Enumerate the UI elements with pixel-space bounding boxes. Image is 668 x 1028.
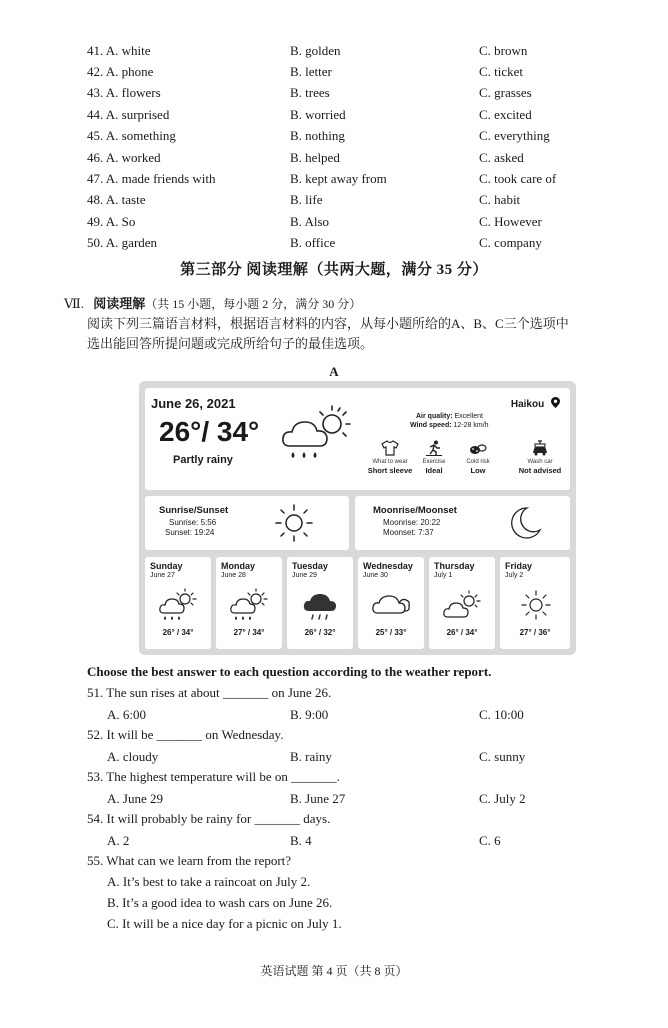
option-a[interactable]: 41. A. white [87,43,151,58]
option-c[interactable]: C. took care of [479,171,557,186]
part-three-title: 第三部分 阅读理解（共两大题，满分 35 分） [180,262,488,278]
option-row [0,189,668,210]
sunny-icon [519,588,553,622]
forecast-day-friday [500,557,570,649]
moon-title: Moonrise/Moonset [373,505,457,516]
option-row [0,232,668,253]
question-54-options [0,830,668,851]
wind-speed-value: 12-28 km/h [453,422,489,429]
option-b[interactable]: B. June 27 [290,791,346,806]
option-a[interactable]: 47. A. made friends with [87,171,216,186]
question-51-options [0,704,668,725]
option-b[interactable]: B. Also [290,214,330,229]
index-label: Wash car [527,459,553,465]
option-b[interactable]: B. worried [290,107,346,122]
forecast-day-monday [216,557,282,649]
wind-speed-label: Wind speed: [410,422,452,429]
report-date: June 26, 2021 [151,396,236,411]
option-a[interactable]: 44. A. surprised [87,107,170,122]
forecast-temperature: 26° / 34° [162,628,194,637]
forecast-day-name: Tuesday [292,561,328,571]
option-a[interactable]: A. 6:00 [107,707,146,722]
current-weather-panel [145,388,570,490]
forecast-day-thursday [429,557,495,649]
partly-rainy-icon [280,402,360,464]
option-a[interactable]: 50. A. garden [87,235,158,250]
option-row [0,211,668,232]
forecast-day-wednesday [358,557,424,649]
instruction-line-1: 阅读下列三篇语言材料，根据语言材料的内容，从每小题所给的A、B、C三个选项中 [87,316,569,331]
option-b[interactable]: B. office [290,235,336,250]
question-55-option-c[interactable]: C. It will be a nice day for a picnic on July 1. [107,916,342,931]
questions-heading: Choose the best answer to each question according to the weather report. [87,664,492,679]
option-a[interactable]: 42. A. phone [87,64,154,79]
option-a[interactable]: 48. A. taste [87,192,146,207]
question-51-stem: 51. The sun rises at about _______ on June 26. [87,685,332,700]
current-temperature: 26°/ 34° [159,416,260,447]
forecast-temperature: 27° / 34° [233,628,265,637]
partly-cloudy-icon [441,587,483,623]
cloudy-icon [369,591,413,621]
question-52-options [0,746,668,767]
passage-label: A [329,364,339,379]
exercise-icon [425,440,443,456]
option-a[interactable]: A. June 29 [107,791,163,806]
option-c[interactable]: C. July 2 [479,791,526,806]
forecast-temperature: 27° / 36° [519,628,551,637]
wind-speed [410,422,489,429]
index-label: Cold risk [466,459,490,465]
forecast-date: June 29 [292,572,317,579]
sunset-time: Sunset: 19:24 [165,528,215,537]
index-value: Ideal [425,466,443,475]
option-c[interactable]: C. asked [479,150,524,165]
index-value: Short sleeve [367,466,413,475]
option-c[interactable]: C. habit [479,192,521,207]
sun-icon [273,502,315,544]
question-55-option-b[interactable]: B. It’s a good idea to wash cars on June 26. [107,895,333,910]
moonset-time: Moonset: 7:37 [383,528,434,537]
option-row [0,125,668,146]
option-b[interactable]: B. letter [290,64,332,79]
option-c[interactable]: C. ticket [479,64,524,79]
option-a[interactable]: 46. A. worked [87,150,161,165]
forecast-date: June 30 [363,572,388,579]
option-b[interactable]: B. nothing [290,128,345,143]
forecast-temperature: 26° / 32° [304,628,336,637]
cold-risk-icon [469,440,487,456]
moonrise-time: Moonrise: 20:22 [383,518,441,527]
moon-icon [507,505,543,541]
forecast-temperature: 26° / 34° [446,628,478,637]
question-55-option-a[interactable]: A. It’s best to take a raincoat on July 2. [107,874,311,889]
sun-title: Sunrise/Sunset [159,505,229,516]
option-b[interactable]: B. kept away from [290,171,387,186]
forecast-day-name: Friday [505,561,533,571]
option-c[interactable]: C. However [479,214,542,229]
option-c[interactable]: C. sunny [479,749,526,764]
air-quality-label: Air quality: [416,413,453,420]
partly-rainy-icon [157,587,199,623]
option-c[interactable]: C. brown [479,43,528,58]
page-footer: 英语试题 第 4 页（共 8 页） [260,964,408,978]
forecast-day-name: Monday [221,561,256,571]
section-numeral: Ⅶ. [64,296,85,311]
forecast-date: June 27 [150,572,175,579]
option-b[interactable]: B. 9:00 [290,707,329,722]
forecast-day-name: Sunday [150,561,183,571]
sunrise-time: Sunrise: 5:56 [169,518,217,527]
option-b[interactable]: B. 4 [290,833,312,848]
forecast-date: June 28 [221,572,246,579]
rainy-icon [300,589,340,623]
weather-report-card [139,381,576,655]
forecast-day-sunday [145,557,211,649]
index-value: Not advised [518,466,562,475]
question-53-options [0,788,668,809]
forecast-temperature: 25° / 33° [375,628,407,637]
question-52-stem: 52. It will be _______ on Wednesday. [87,727,284,742]
section-title: 阅读理解 [93,296,146,311]
option-a[interactable]: 49. A. So [87,214,136,229]
index-value: Low [470,466,486,475]
option-row [0,147,668,168]
question-55-stem: 55. What can we learn from the report? [87,853,292,868]
section-heading [64,294,361,314]
option-a[interactable]: 45. A. something [87,128,176,143]
option-row [0,168,668,189]
car-wash-icon [531,440,549,456]
partly-rainy-icon [228,587,270,623]
option-c[interactable]: C. everything [479,128,550,143]
option-b[interactable]: B. life [290,192,323,207]
option-a[interactable]: A. cloudy [107,749,159,764]
forecast-day-tuesday [287,557,353,649]
option-c[interactable]: C. excited [479,107,532,122]
air-quality-value: Excellent [454,413,483,420]
sunrise-sunset-panel [145,496,349,550]
option-b[interactable]: B. golden [290,43,341,58]
forecast-date: July 2 [505,572,524,579]
question-54-stem: 54. It will probably be rainy for _______ days. [87,811,331,826]
option-b[interactable]: B. trees [290,85,330,100]
option-c[interactable]: C. company [479,235,542,250]
index-label: What to wear [372,459,408,465]
air-quality [416,413,483,420]
option-a[interactable]: A. 2 [107,833,130,848]
forecast-date: July 1 [434,572,453,579]
option-b[interactable]: B. rainy [290,749,332,764]
moonrise-moonset-panel [355,496,570,550]
question-53-stem: 53. The highest temperature will be on _______. [87,769,340,784]
option-row [0,61,668,82]
current-condition: Partly rainy [173,454,233,466]
forecast-day-name: Wednesday [363,561,413,571]
city-name [511,396,556,410]
option-b[interactable]: B. helped [290,150,340,165]
location-pin-icon [551,397,560,408]
option-c[interactable]: C. 10:00 [479,707,524,722]
option-row [0,104,668,125]
option-row [0,40,668,61]
section-score-note: （共 15 小题，每小题 2 分，满分 30 分） [145,297,362,311]
option-a[interactable]: 43. A. flowers [87,85,161,100]
option-c[interactable]: C. 6 [479,833,501,848]
index-label: Exercise [422,459,446,465]
city-label: Haikou [510,399,545,410]
tshirt-icon [381,440,399,456]
instruction-line-2: 选出能回答所提问题或完成所给句子的最佳选项。 [87,336,374,351]
forecast-day-name: Thursday [434,561,475,571]
option-row [0,82,668,103]
option-c[interactable]: C. grasses [479,85,532,100]
